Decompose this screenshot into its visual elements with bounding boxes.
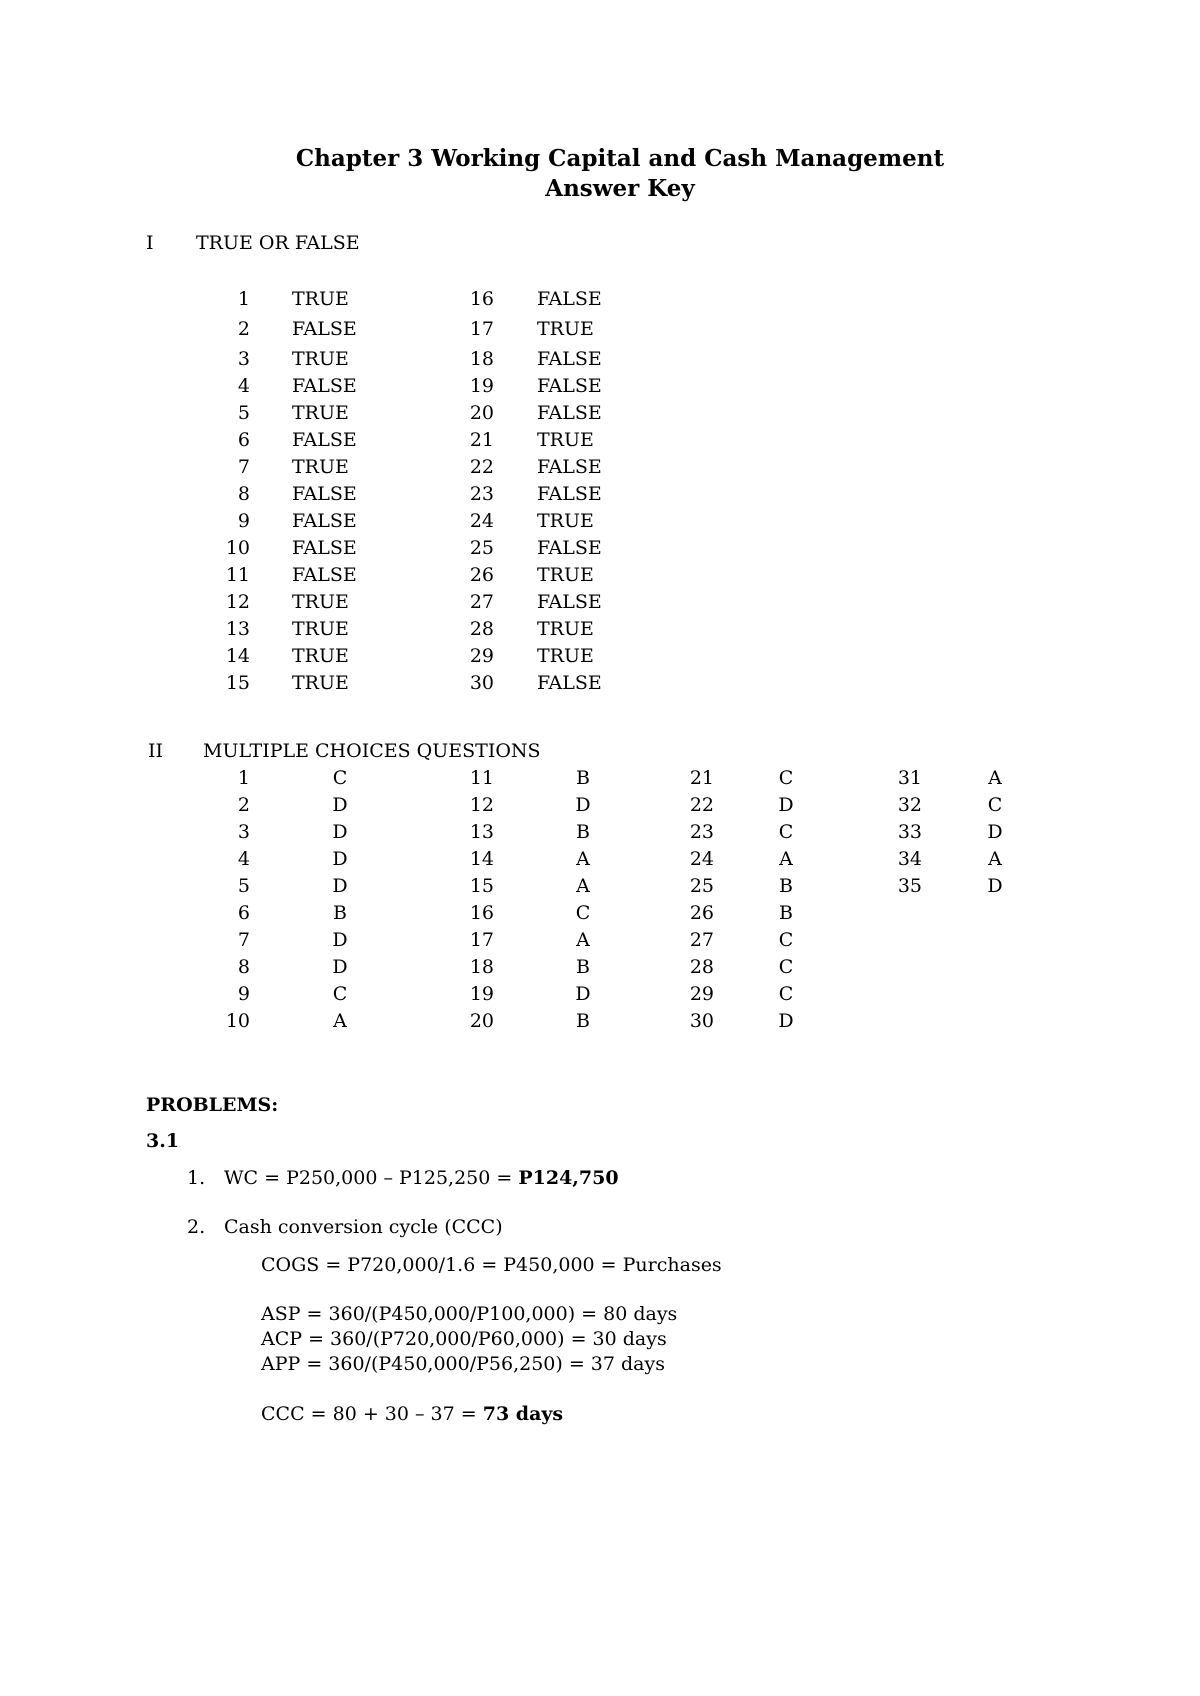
answer-number: 23 xyxy=(689,821,714,843)
answer-number: 27 xyxy=(469,591,494,613)
answer-value: TRUE xyxy=(537,564,594,586)
answer-number: 4 xyxy=(237,848,250,870)
answer-number: 3 xyxy=(237,821,250,843)
answer-number: 28 xyxy=(689,956,714,978)
answer-value: FALSE xyxy=(292,537,357,559)
answer-value: TRUE xyxy=(292,288,349,310)
answer-value: C xyxy=(778,983,794,1005)
answer-value: D xyxy=(332,929,348,951)
answer-number: 23 xyxy=(469,483,494,505)
answer-value: B xyxy=(576,767,590,789)
answer-value: D xyxy=(987,875,1003,897)
answer-number: 5 xyxy=(237,875,250,897)
answer-number: 30 xyxy=(469,672,494,694)
answer-value: D xyxy=(332,821,348,843)
answer-number: 6 xyxy=(237,902,250,924)
answer-value: FALSE xyxy=(537,672,602,694)
answer-number: 13 xyxy=(225,618,250,640)
answer-number: 21 xyxy=(689,767,714,789)
answer-number: 30 xyxy=(689,1010,714,1032)
answer-value: A xyxy=(576,875,590,897)
section-title: MULTIPLE CHOICES QUESTIONS xyxy=(203,740,541,762)
answer-number: 25 xyxy=(689,875,714,897)
answer-number: 24 xyxy=(469,510,494,532)
ccc-answer: 73 days xyxy=(482,1403,564,1425)
answer-number: 7 xyxy=(237,456,250,478)
answer-value: FALSE xyxy=(537,483,602,505)
answer-value: C xyxy=(332,983,348,1005)
problems-heading: PROBLEMS: xyxy=(146,1094,279,1116)
answer-number: 20 xyxy=(469,402,494,424)
answer-value: TRUE xyxy=(292,591,349,613)
answer-number: 17 xyxy=(469,929,494,951)
answer-number: 10 xyxy=(225,1010,250,1032)
answer-value: D xyxy=(332,875,348,897)
answer-value: FALSE xyxy=(537,537,602,559)
answer-number: 29 xyxy=(469,645,494,667)
answer-number: 16 xyxy=(469,288,494,310)
answer-value: B xyxy=(779,902,793,924)
answer-number: 5 xyxy=(237,402,250,424)
answer-value: C xyxy=(778,767,794,789)
answer-number: 26 xyxy=(689,902,714,924)
answer-value: D xyxy=(778,794,794,816)
answer-value: FALSE xyxy=(537,288,602,310)
document-title: Chapter 3 Working Capital and Cash Management xyxy=(295,145,945,172)
answer-number: 15 xyxy=(225,672,250,694)
answer-value: FALSE xyxy=(292,318,357,340)
answer-number: 4 xyxy=(237,375,250,397)
answer-value: A xyxy=(576,929,590,951)
answer-number: 19 xyxy=(469,983,494,1005)
cogs-line: COGS = P720,000/1.6 = P450,000 = Purchases xyxy=(261,1254,722,1276)
answer-number: 7 xyxy=(237,929,250,951)
answer-value: C xyxy=(987,794,1003,816)
section-number: II xyxy=(148,740,164,762)
answer-value: TRUE xyxy=(292,618,349,640)
answer-number: 20 xyxy=(469,1010,494,1032)
answer-number: 2 xyxy=(237,318,250,340)
answer-number: 35 xyxy=(897,875,922,897)
answer-number: 10 xyxy=(225,537,250,559)
answer-value: D xyxy=(987,821,1003,843)
section-number: I xyxy=(146,232,154,254)
answer-value: B xyxy=(576,956,590,978)
answer-number: 14 xyxy=(225,645,250,667)
answer-value: C xyxy=(778,956,794,978)
answer-value: A xyxy=(576,848,590,870)
answer-number: 27 xyxy=(689,929,714,951)
answer-value: A xyxy=(988,848,1002,870)
item-marker: 2. xyxy=(187,1216,206,1238)
answer-value: TRUE xyxy=(292,402,349,424)
answer-number: 17 xyxy=(469,318,494,340)
answer-number: 14 xyxy=(469,848,494,870)
answer-value: FALSE xyxy=(292,483,357,505)
answer-value: TRUE xyxy=(292,645,349,667)
answer-value: D xyxy=(575,983,591,1005)
answer-number: 21 xyxy=(469,429,494,451)
answer-number: 22 xyxy=(689,794,714,816)
answer-number: 32 xyxy=(897,794,922,816)
section-title: TRUE OR FALSE xyxy=(196,232,360,254)
working-capital-answer: P124,750 xyxy=(518,1167,619,1189)
answer-value: FALSE xyxy=(537,348,602,370)
answer-value: FALSE xyxy=(292,510,357,532)
answer-value: C xyxy=(778,821,794,843)
answer-value: B xyxy=(576,1010,590,1032)
answer-number: 6 xyxy=(237,429,250,451)
answer-value: TRUE xyxy=(537,429,594,451)
answer-number: 11 xyxy=(469,767,494,789)
answer-value: TRUE xyxy=(292,672,349,694)
answer-value: C xyxy=(575,902,591,924)
answer-number: 25 xyxy=(469,537,494,559)
answer-value: FALSE xyxy=(537,375,602,397)
ccc-heading: Cash conversion cycle (CCC) xyxy=(224,1216,503,1238)
answer-value: B xyxy=(333,902,347,924)
answer-value: C xyxy=(332,767,348,789)
answer-value: D xyxy=(778,1010,794,1032)
answer-number: 12 xyxy=(469,794,494,816)
item-marker: 1. xyxy=(187,1167,206,1189)
answer-value: B xyxy=(779,875,793,897)
answer-number: 12 xyxy=(225,591,250,613)
answer-number: 1 xyxy=(237,767,250,789)
answer-number: 1 xyxy=(237,288,250,310)
answer-number: 19 xyxy=(469,375,494,397)
answer-number: 2 xyxy=(237,794,250,816)
answer-number: 9 xyxy=(237,510,250,532)
answer-value: D xyxy=(575,794,591,816)
asp-line: ASP = 360/(P450,000/P100,000) = 80 days xyxy=(261,1303,678,1325)
answer-value: FALSE xyxy=(537,402,602,424)
answer-number: 9 xyxy=(237,983,250,1005)
answer-value: A xyxy=(988,767,1002,789)
answer-value: TRUE xyxy=(537,510,594,532)
answer-number: 13 xyxy=(469,821,494,843)
working-capital-formula: WC = P250,000 – P125,250 = xyxy=(224,1167,519,1189)
answer-number: 8 xyxy=(237,483,250,505)
answer-number: 31 xyxy=(897,767,922,789)
answer-value: TRUE xyxy=(537,318,594,340)
answer-value: FALSE xyxy=(292,375,357,397)
answer-number: 24 xyxy=(689,848,714,870)
answer-value: TRUE xyxy=(292,456,349,478)
answer-value: TRUE xyxy=(292,348,349,370)
answer-value: TRUE xyxy=(537,645,594,667)
answer-value: D xyxy=(332,794,348,816)
answer-value: TRUE xyxy=(537,618,594,640)
answer-number: 33 xyxy=(897,821,922,843)
ccc-line xyxy=(261,1403,563,1425)
answer-value: A xyxy=(333,1010,347,1032)
answer-number: 18 xyxy=(469,956,494,978)
ccc-formula: CCC = 80 + 30 – 37 = xyxy=(261,1403,483,1425)
answer-number: 16 xyxy=(469,902,494,924)
answer-number: 11 xyxy=(225,564,250,586)
problem-number: 3.1 xyxy=(146,1130,180,1152)
answer-value: FALSE xyxy=(537,456,602,478)
app-line: APP = 360/(P450,000/P56,250) = 37 days xyxy=(261,1353,665,1375)
answer-number: 28 xyxy=(469,618,494,640)
answer-number: 3 xyxy=(237,348,250,370)
answer-number: 22 xyxy=(469,456,494,478)
answer-number: 15 xyxy=(469,875,494,897)
answer-value: D xyxy=(332,848,348,870)
answer-number: 18 xyxy=(469,348,494,370)
answer-value: FALSE xyxy=(292,429,357,451)
answer-value: D xyxy=(332,956,348,978)
answer-number: 34 xyxy=(897,848,922,870)
answer-number: 8 xyxy=(237,956,250,978)
answer-value: B xyxy=(576,821,590,843)
answer-value: FALSE xyxy=(537,591,602,613)
document-subtitle: Answer Key xyxy=(545,175,695,202)
acp-line: ACP = 360/(P720,000/P60,000) = 30 days xyxy=(261,1328,667,1350)
answer-value: A xyxy=(779,848,793,870)
answer-value: FALSE xyxy=(292,564,357,586)
answer-number: 29 xyxy=(689,983,714,1005)
answer-number: 26 xyxy=(469,564,494,586)
answer-value: C xyxy=(778,929,794,951)
working-capital-line xyxy=(224,1167,619,1189)
